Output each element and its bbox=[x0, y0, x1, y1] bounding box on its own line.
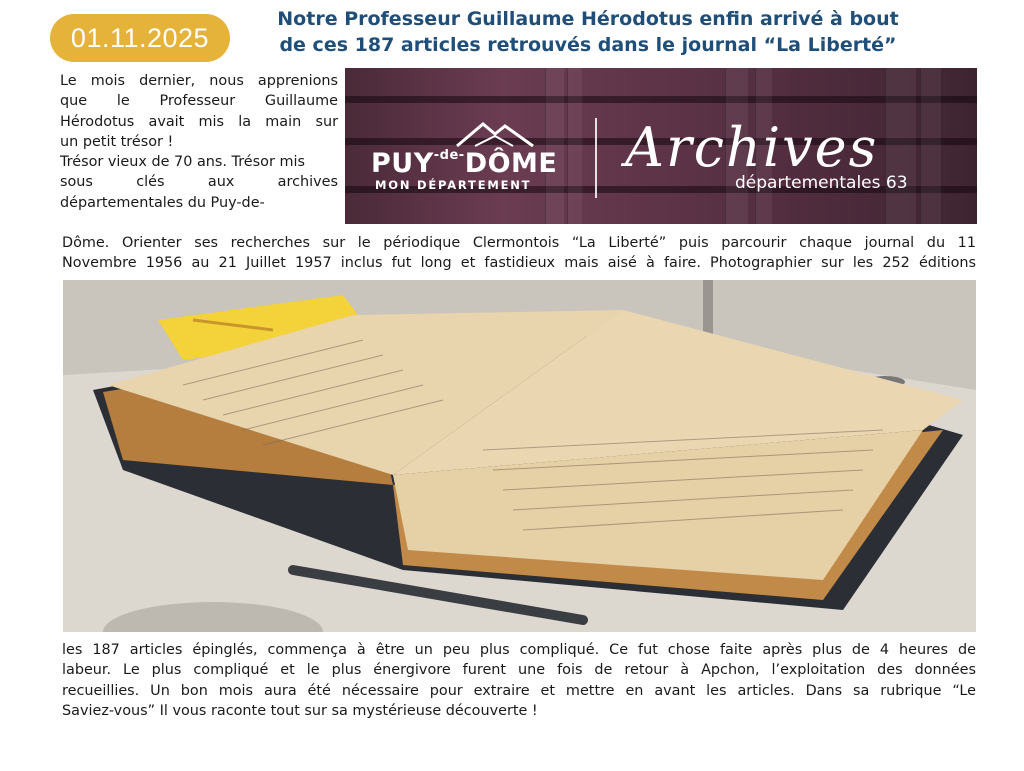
body-line: Saviez-vous” Il vous raconte tout sur sa mystérieuse découverte ! bbox=[62, 702, 538, 719]
banner-divider bbox=[595, 118, 597, 198]
intro-line: un petit trésor ! bbox=[60, 133, 174, 150]
body-line: les 187 articles épinglés, commença à être un peu plus compliqué. Ce fut chose faite après plus de 4 heures de bbox=[62, 642, 976, 658]
intro-line: Le mois dernier, nous apprenions bbox=[60, 73, 338, 89]
intro-line: départementales du Puy-de- bbox=[60, 194, 265, 211]
body-line: Novembre 1956 au 21 Juillet 1957 inclus fut long et fastidieux mais aisé à faire. Photographier sur les 252 éditions bbox=[62, 255, 976, 272]
archives-wordmark: Archives bbox=[625, 116, 879, 179]
body-line: recueillies. Un bon mois aura été nécessaire pour extraire et mettre en avant les articles. Dans sa rubrique “Le bbox=[62, 682, 976, 699]
intro-paragraph bbox=[60, 71, 338, 213]
headline-line-2: de ces 187 articles retrouvés dans le journal “La Liberté” bbox=[279, 34, 897, 56]
archives-banner bbox=[345, 68, 977, 224]
intro-line: Trésor vieux de 70 ans. Trésor mis bbox=[60, 154, 305, 171]
puy-de-dome-logo: $PUY^{-de-}DÔME$ bbox=[371, 148, 558, 179]
body-line: Dôme. Orienter ses recherches sur le périodique Clermontois “La Liberté” puis parcourir chaque journal du 11 bbox=[62, 235, 976, 251]
logo-subtitle: MON DÉPARTEMENT bbox=[375, 178, 532, 192]
intro-line: sous clés aux archives bbox=[60, 174, 338, 191]
archives-subtitle: départementales 63 bbox=[735, 173, 908, 193]
intro-line: Hérodotus avait mis la main sur bbox=[60, 113, 338, 130]
body-bottom-paragraph bbox=[62, 640, 976, 721]
intro-line: que le Professeur Guillaume bbox=[60, 93, 338, 110]
body-line: labeur. Le plus compliqué et le plus énergivore furent une fois de retour à Apchon, l’exploitation des données bbox=[62, 662, 976, 679]
headline bbox=[238, 6, 938, 58]
newspaper-photo bbox=[63, 280, 976, 632]
date-badge: 01.11.2025 bbox=[50, 14, 230, 62]
body-top-paragraph bbox=[62, 233, 976, 274]
mountain-logo-icon bbox=[455, 118, 535, 148]
headline-line-1: Notre Professeur Guillaume Hérodotus enfin arrivé à bout bbox=[277, 8, 899, 30]
